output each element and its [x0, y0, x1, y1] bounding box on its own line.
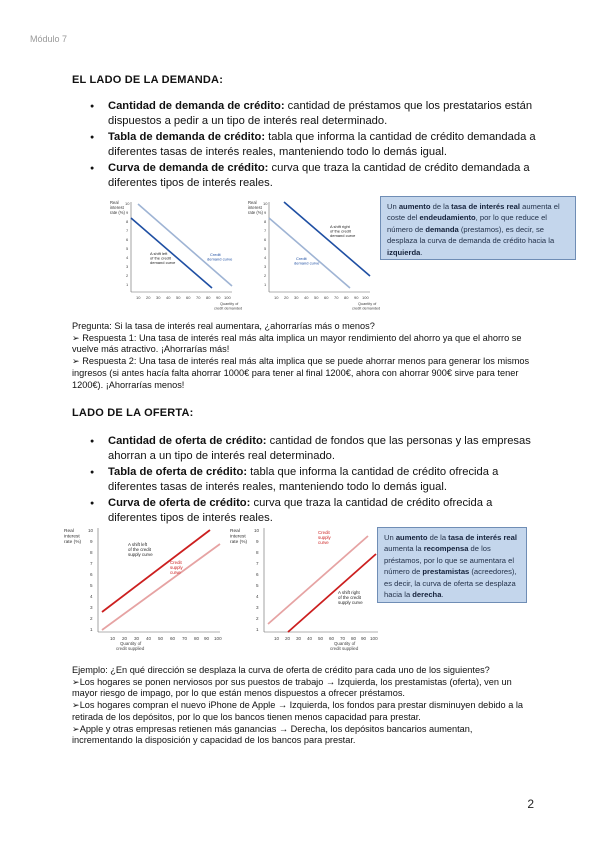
x-tick: 30	[156, 295, 161, 300]
y-tick: 4	[256, 594, 259, 599]
y-tick: 10	[88, 528, 94, 533]
x-axis-label: Quantity of credit demanded	[352, 302, 381, 311]
demand-chart-right	[248, 200, 380, 311]
page-number: 2	[527, 797, 534, 811]
x-tick: 70	[334, 295, 339, 300]
demand-charts	[104, 196, 381, 316]
y-tick: 7	[90, 561, 93, 566]
x-axis-label: Quantity of credit supplied	[116, 641, 145, 651]
y-tick: 8	[256, 550, 259, 555]
y-axis-label: Real interest rate (%)	[230, 529, 248, 545]
x-tick: 10	[110, 636, 116, 641]
x-tick: 70	[182, 636, 188, 641]
y-tick: 7	[256, 561, 259, 566]
y-tick: 9	[256, 539, 259, 544]
x-tick: 50	[318, 636, 324, 641]
x-tick: 20	[122, 636, 128, 641]
shift-label: A shift right of the credit demand curve	[330, 224, 356, 238]
shift-label: A shift right of the credit supply curve	[338, 590, 363, 605]
y-tick: 4	[126, 255, 129, 260]
supply-bullet: ● Curva de oferta de crédito: curva que traza la cantidad de crédito ofrecida a diferentes tipos de interés reales.	[88, 496, 538, 526]
y-tick: 8	[126, 219, 129, 224]
y-tick: 1	[256, 627, 259, 632]
example-3: ➢Apple y otras empresas retienen más ganancias → Derecha, los depósitos bancarios aumentan, incrementando la disposición y capacidad de los bancos para prestar.	[72, 723, 473, 746]
curve-label: Credit supply curve	[318, 530, 331, 545]
demand-chart-left	[110, 200, 242, 311]
y-tick: 4	[264, 255, 267, 260]
y-tick: 10	[125, 201, 130, 206]
example-2: ➢Los hogares compran el nuevo iPhone de Apple → Izquierda, los fondos para prestar disminuyen debido a la retirada de los depósitos, por lo que los bancos tienen menos capacidad para prestar.	[72, 700, 524, 722]
x-tick: 100	[370, 636, 378, 641]
x-tick: 80	[344, 295, 349, 300]
y-tick: 1	[264, 282, 267, 287]
y-tick: 8	[264, 219, 267, 224]
demand-note-box: Un aumento de la tasa de interés real aumenta el coste del endeudamiento, por lo que reduce el número de demanda (prestamos), es decir, se desplaza la curva de demanda de crédito hacia la izquierda.	[380, 196, 576, 260]
x-tick: 80	[194, 636, 200, 641]
y-tick: 5	[256, 583, 259, 588]
x-tick: 80	[351, 636, 357, 641]
y-tick: 1	[90, 627, 93, 632]
y-tick: 2	[90, 616, 93, 621]
x-tick: 40	[304, 295, 309, 300]
x-tick: 40	[146, 636, 152, 641]
y-tick: 4	[90, 594, 93, 599]
x-tick: 10	[274, 636, 280, 641]
shifted-supply-curve	[102, 530, 210, 612]
x-tick: 40	[166, 295, 171, 300]
x-tick: 40	[307, 636, 313, 641]
x-tick: 50	[176, 295, 181, 300]
x-tick: 90	[361, 636, 367, 641]
supply-bullet: ● Cantidad de oferta de crédito: cantidad de fondos que las personas y las empresas ahorran a un tipo de interés real determinado.	[88, 434, 538, 464]
y-tick: 7	[126, 228, 129, 233]
y-tick: 6	[256, 572, 259, 577]
question: Pregunta: Si la tasa de interés real aumentara, ¿ahorrarías más o menos?	[72, 321, 375, 331]
supply-chart-right	[230, 528, 378, 651]
original-supply-curve	[268, 536, 368, 624]
x-tick: 20	[146, 295, 151, 300]
y-tick: 9	[126, 210, 129, 215]
y-tick: 3	[90, 605, 93, 610]
shift-label: A shift left of the credit demand curve	[150, 251, 176, 265]
x-tick: 90	[354, 295, 359, 300]
x-tick: 50	[314, 295, 319, 300]
x-tick: 30	[294, 295, 299, 300]
y-axis-label: Real interest rate (%)	[64, 529, 82, 545]
x-tick: 50	[158, 636, 164, 641]
shifted-supply-curve	[288, 554, 376, 632]
x-tick: 100	[362, 295, 369, 300]
x-axis-label: Quantity of credit demanded	[214, 302, 243, 311]
demand-bullets	[88, 99, 538, 192]
supply-charts	[60, 524, 382, 654]
original-supply-curve	[102, 544, 220, 630]
supply-title: LADO DE LA OFERTA:	[72, 407, 194, 419]
x-tick: 100	[214, 636, 222, 641]
y-tick: 5	[90, 583, 93, 588]
y-tick: 10	[254, 528, 260, 533]
demand-bullet: ● Curva de demanda de crédito: curva que traza la cantidad de crédito demandada a diferentes tipos de interés reales.	[88, 161, 538, 191]
x-tick: 60	[186, 295, 191, 300]
y-tick: 3	[264, 264, 267, 269]
x-tick: 70	[196, 295, 201, 300]
demand-question-block	[72, 321, 532, 391]
y-tick: 9	[90, 539, 93, 544]
x-tick: 30	[296, 636, 302, 641]
y-tick: 9	[264, 210, 267, 215]
x-tick: 80	[206, 295, 211, 300]
y-tick: 6	[90, 572, 93, 577]
supply-bullets	[88, 434, 538, 527]
supply-example-block	[72, 665, 528, 747]
y-axis-label: Real interest rate (%)	[248, 200, 263, 215]
answer-1: ➢ Respuesta 1: Una tasa de interés real más alta implica un mayor rendimiento del ahorro ya que el ahorro se vuelve más atractivo. ¡Ahorrarías más!	[72, 332, 522, 355]
curve-label: Credit demand curve	[294, 256, 320, 266]
x-tick: 10	[136, 295, 141, 300]
x-tick: 60	[324, 295, 329, 300]
x-tick: 10	[274, 295, 279, 300]
y-tick: 1	[126, 282, 129, 287]
x-tick: 20	[284, 295, 289, 300]
x-tick: 100	[224, 295, 231, 300]
curve-label: Credit demand curve	[207, 252, 233, 262]
demand-bullet: ● Cantidad de demanda de crédito: cantidad de préstamos que los prestatarios están dispuestos a pedir a un tipo de interés real determinado.	[88, 99, 538, 129]
shifted-demand-curve	[131, 218, 212, 288]
supply-chart-left	[64, 528, 222, 651]
y-tick: 6	[126, 237, 129, 242]
shift-label: A shift left of the credit supply curve	[128, 542, 153, 557]
x-tick: 60	[329, 636, 335, 641]
x-tick: 70	[340, 636, 346, 641]
x-tick: 30	[134, 636, 140, 641]
x-tick: 60	[170, 636, 176, 641]
y-tick: 6	[264, 237, 267, 242]
y-tick: 2	[264, 273, 267, 278]
y-tick: 2	[256, 616, 259, 621]
y-tick: 5	[264, 246, 267, 251]
example-1: ➢Los hogares se ponen nerviosos por sus puestos de trabajo → Izquierda, los prestamistas (oferta), ven un mayor riesgo de impago, por lo que están menos dispuestos a ofrecer préstamos.	[72, 676, 512, 699]
x-axis-label: Quantity of credit supplied	[330, 641, 359, 651]
y-tick: 8	[90, 550, 93, 555]
original-demand-curve	[138, 204, 232, 286]
y-tick: 3	[256, 605, 259, 610]
supply-bullet: ● Tabla de oferta de crédito: tabla que informa la cantidad de crédito ofrecida a diferentes tasas de interés reales, manteniendo todo lo demás igual.	[88, 465, 538, 495]
x-tick: 90	[204, 636, 210, 641]
module-label: Módulo 7	[30, 34, 68, 44]
y-tick: 3	[126, 264, 129, 269]
y-tick: 10	[263, 201, 268, 206]
y-tick: 5	[126, 246, 129, 251]
supply-note-box: Un aumento de la tasa de interés real aumenta la recompensa de los préstamos, por lo que se aumentara el número de prestamistas (acreedores), es decir, la curva de oferta se desplaza hacia la derecha.	[377, 527, 527, 603]
curve-label: Credit supply curve	[170, 560, 183, 575]
y-tick: 2	[126, 273, 129, 278]
x-tick: 90	[216, 295, 221, 300]
y-tick: 7	[264, 228, 267, 233]
answer-2: ➢ Respuesta 2: Una tasa de interés real más alta implica que se puede ahorrar menos para generar los mismos ingresos (si antes hacía falta ahorrar 1000€ para tener al final 1200€, ahora con ahorrar 900€ sirve para tener 1200€). ¡Ahorrarías menos!	[72, 356, 530, 390]
example-question: Ejemplo: ¿En qué dirección se desplaza la curva de oferta de crédito para cada uno de los siguientes?	[72, 665, 490, 675]
demand-title: EL LADO DE LA DEMANDA:	[72, 74, 224, 86]
demand-bullet: ● Tabla de demanda de crédito: tabla que informa la cantidad de crédito demandada a diferentes tasas de interés reales, manteniendo todo lo demás igual.	[88, 130, 538, 160]
y-axis-label: Real interest rate (%)	[110, 200, 125, 215]
x-tick: 20	[285, 636, 291, 641]
